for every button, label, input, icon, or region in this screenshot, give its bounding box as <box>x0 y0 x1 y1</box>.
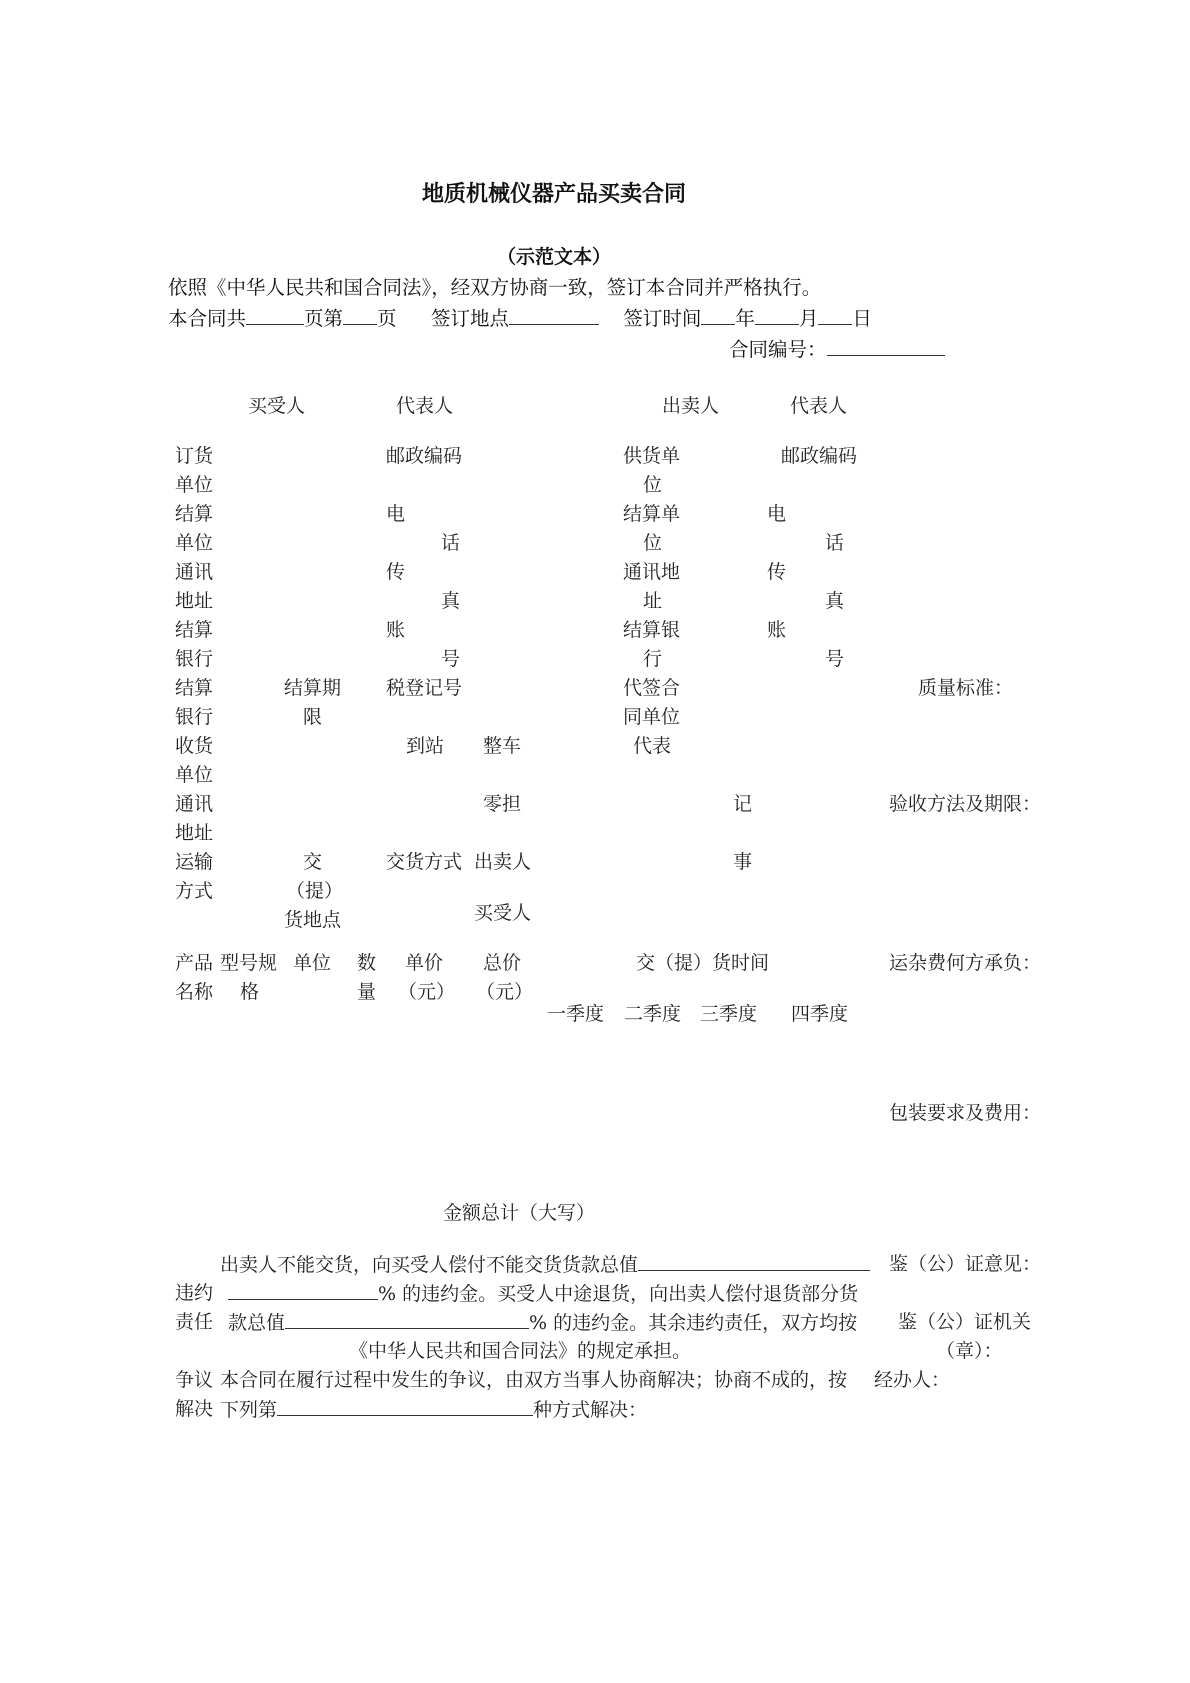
col-product-name-2: 名称 <box>175 981 214 1003</box>
col-quarter-3: 三季度 <box>700 1003 758 1025</box>
seller-phone-label-1: 电 <box>767 503 787 525</box>
seller-settle-bank-label-1: 结算银 <box>623 619 681 641</box>
liability-line-1 <box>220 1252 870 1277</box>
buyer-account-label-2: 号 <box>441 648 461 670</box>
seller-account-label-2: 号 <box>825 648 845 670</box>
col-delivery-time: 交（提）货时间 <box>636 952 770 974</box>
pages-mid-label: 页第 <box>304 307 344 330</box>
liability-line2-text: % 的违约金。买受人中途退货，向出卖人偿付退货部分货 <box>378 1283 859 1305</box>
supply-unit-label-1: 供货单 <box>623 445 681 467</box>
dispute-line-2 <box>220 1397 647 1422</box>
col-unit-price-2: （元） <box>398 981 456 1003</box>
liability-line-4: 《中华人民共和国合同法》的规定承担。 <box>349 1340 692 1362</box>
col-quarter-1: 一季度 <box>547 1003 605 1025</box>
dispute-side-label-2: 解决 <box>175 1398 214 1420</box>
delivery-place-label-1: 交 <box>303 851 323 873</box>
col-total-price-1: 总价 <box>483 952 522 974</box>
settle-bank2-label-2: 银行 <box>175 706 214 728</box>
buyer-postal-code-label: 邮政编码 <box>386 445 463 467</box>
settle-bank2-label-1: 结算 <box>175 677 214 699</box>
quality-standard-label: 质量标准： <box>918 677 1014 699</box>
freight-label: 运杂费何方承负： <box>889 952 1042 974</box>
col-quantity-1: 数 <box>357 952 377 974</box>
contract-no-line <box>729 337 945 362</box>
col-unit: 单位 <box>293 952 332 974</box>
seller-phone-label-2: 话 <box>825 532 845 554</box>
pages-suffix-label: 页 <box>377 307 397 330</box>
seller-fax-label-2: 真 <box>825 590 845 612</box>
delivery-place-label-2: （提） <box>286 880 344 902</box>
settle-period-label-1: 结算期 <box>284 677 342 699</box>
receiver-address-label-1: 通讯 <box>175 793 214 815</box>
arrival-station-label: 到站 <box>406 735 445 757</box>
col-model-1: 型号规 <box>220 952 278 974</box>
sign-year-field[interactable] <box>701 306 735 325</box>
contract-no-label: 合同编号： <box>729 338 827 361</box>
col-product-name-1: 产品 <box>175 952 214 974</box>
dispute-line2-suffix: 种方式解决： <box>533 1399 648 1421</box>
seller-address-label-2: 址 <box>643 590 663 612</box>
liability-line3-prefix: 款总值 <box>228 1312 286 1334</box>
seller-rep-header: 代表人 <box>790 395 848 417</box>
delivery-seller-option: 出卖人 <box>474 851 532 873</box>
notary-office-label: 鉴（公）证机关 <box>898 1311 1032 1333</box>
non-delivery-percent-field[interactable] <box>638 1252 870 1271</box>
buyer-header: 买受人 <box>248 395 306 417</box>
seller-postal-code-label: 邮政编码 <box>781 445 858 467</box>
receiver-address-label-2: 地址 <box>175 822 214 844</box>
agent-unit-label-2: 同单位 <box>623 706 681 728</box>
receiver-unit-label-1: 收货 <box>175 735 214 757</box>
sign-month-field[interactable] <box>755 306 799 325</box>
agent-rep-label: 代表 <box>633 735 672 757</box>
settle-bank-label-1: 结算 <box>175 619 214 641</box>
dispute-line-1: 本合同在履行过程中发生的争议，由双方当事人协商解决；协商不成的，按 <box>220 1369 848 1391</box>
transport-label-1: 运输 <box>175 851 214 873</box>
meta-line <box>168 306 872 331</box>
page-number-field[interactable] <box>343 306 377 325</box>
pages-total-label: 本合同共 <box>168 307 247 330</box>
seller-settle-bank-label-2: 行 <box>643 648 663 670</box>
intro-line: 依照《中华人民共和国合同法》，经双方协商一致，签订本合同并严格执行。 <box>168 276 822 299</box>
seller-fax-label-1: 传 <box>767 561 787 583</box>
contract-no-field[interactable] <box>827 337 945 356</box>
buyer-fax-label-1: 传 <box>386 561 406 583</box>
year-label: 年 <box>735 307 755 330</box>
receiver-unit-label-2: 单位 <box>175 764 214 786</box>
seller-settle-unit-label-1: 结算单 <box>623 503 681 525</box>
settle-unit-label-2: 单位 <box>175 532 214 554</box>
non-delivery-percent-field-2[interactable] <box>228 1281 378 1300</box>
col-unit-price-1: 单价 <box>405 952 444 974</box>
dispute-line2-prefix: 下列第 <box>220 1399 278 1421</box>
col-total-price-2: （元） <box>476 981 534 1003</box>
less-than-car-label: 零担 <box>483 793 522 815</box>
record-label-1: 记 <box>733 793 753 815</box>
delivery-place-label-3: 货地点 <box>284 909 342 931</box>
seller-header: 出卖人 <box>662 395 720 417</box>
full-car-label: 整车 <box>483 735 522 757</box>
buyer-phone-label-1: 电 <box>386 503 406 525</box>
col-quantity-2: 量 <box>357 981 377 1003</box>
transport-label-2: 方式 <box>175 880 214 902</box>
return-percent-field[interactable] <box>285 1310 529 1329</box>
settle-bank-label-2: 银行 <box>175 648 214 670</box>
buyer-rep-header: 代表人 <box>396 395 454 417</box>
supply-unit-label-2: 位 <box>643 474 663 496</box>
pages-total-field[interactable] <box>246 306 304 325</box>
dispute-method-field[interactable] <box>277 1397 533 1416</box>
document-subtitle: （示范文本） <box>497 246 612 268</box>
delivery-buyer-option: 买受人 <box>474 902 532 924</box>
liability-side-label-2: 责任 <box>175 1311 214 1333</box>
liability-line-2 <box>228 1281 858 1306</box>
delivery-mode-label: 交货方式 <box>386 851 463 873</box>
record-label-2: 事 <box>733 851 753 873</box>
settle-unit-label-1: 结算 <box>175 503 214 525</box>
dispute-side-label-1: 争议 <box>175 1369 214 1391</box>
sign-day-field[interactable] <box>818 306 852 325</box>
order-unit-label-2: 单位 <box>175 474 214 496</box>
col-quarter-2: 二季度 <box>624 1003 682 1025</box>
liability-side-label-1: 违约 <box>175 1282 214 1304</box>
sign-time-label: 签订时间 <box>623 307 702 330</box>
buyer-account-label-1: 账 <box>386 619 406 641</box>
order-unit-label-1: 订货 <box>175 445 214 467</box>
notary-opinion-label: 鉴（公）证意见： <box>889 1253 1042 1275</box>
agent-unit-label-1: 代签合 <box>623 677 681 699</box>
sign-place-label: 签订地点 <box>430 307 509 330</box>
col-model-2: 格 <box>240 981 260 1003</box>
total-amount-label: 金额总计（大写） <box>443 1202 596 1224</box>
buyer-phone-label-2: 话 <box>441 532 461 554</box>
seller-settle-unit-label-2: 位 <box>643 532 663 554</box>
seller-account-label-1: 账 <box>767 619 787 641</box>
col-quarter-4: 四季度 <box>791 1003 849 1025</box>
settle-period-label-2: 限 <box>303 706 323 728</box>
document-title: 地质机械仪器产品买卖合同 <box>422 182 687 207</box>
liability-line-3 <box>228 1310 857 1335</box>
seller-address-label-1: 通讯地 <box>623 561 681 583</box>
address-label-2: 地址 <box>175 590 214 612</box>
tax-no-label: 税登记号 <box>386 677 463 699</box>
address-label-1: 通讯 <box>175 561 214 583</box>
buyer-fax-label-2: 真 <box>441 590 461 612</box>
acceptance-label: 验收方法及期限： <box>889 793 1042 815</box>
sign-place-field[interactable] <box>509 306 599 325</box>
packaging-label: 包装要求及费用： <box>889 1102 1042 1124</box>
handler-label: 经办人： <box>874 1369 951 1391</box>
liability-line1-text: 出卖人不能交货，向买受人偿付不能交货货款总值 <box>220 1254 639 1276</box>
liability-line3-suffix: % 的违约金。其余违约责任，双方均按 <box>529 1312 858 1334</box>
seal-label: （章）： <box>936 1340 1003 1362</box>
day-label: 日 <box>852 307 872 330</box>
month-label: 月 <box>798 307 819 330</box>
